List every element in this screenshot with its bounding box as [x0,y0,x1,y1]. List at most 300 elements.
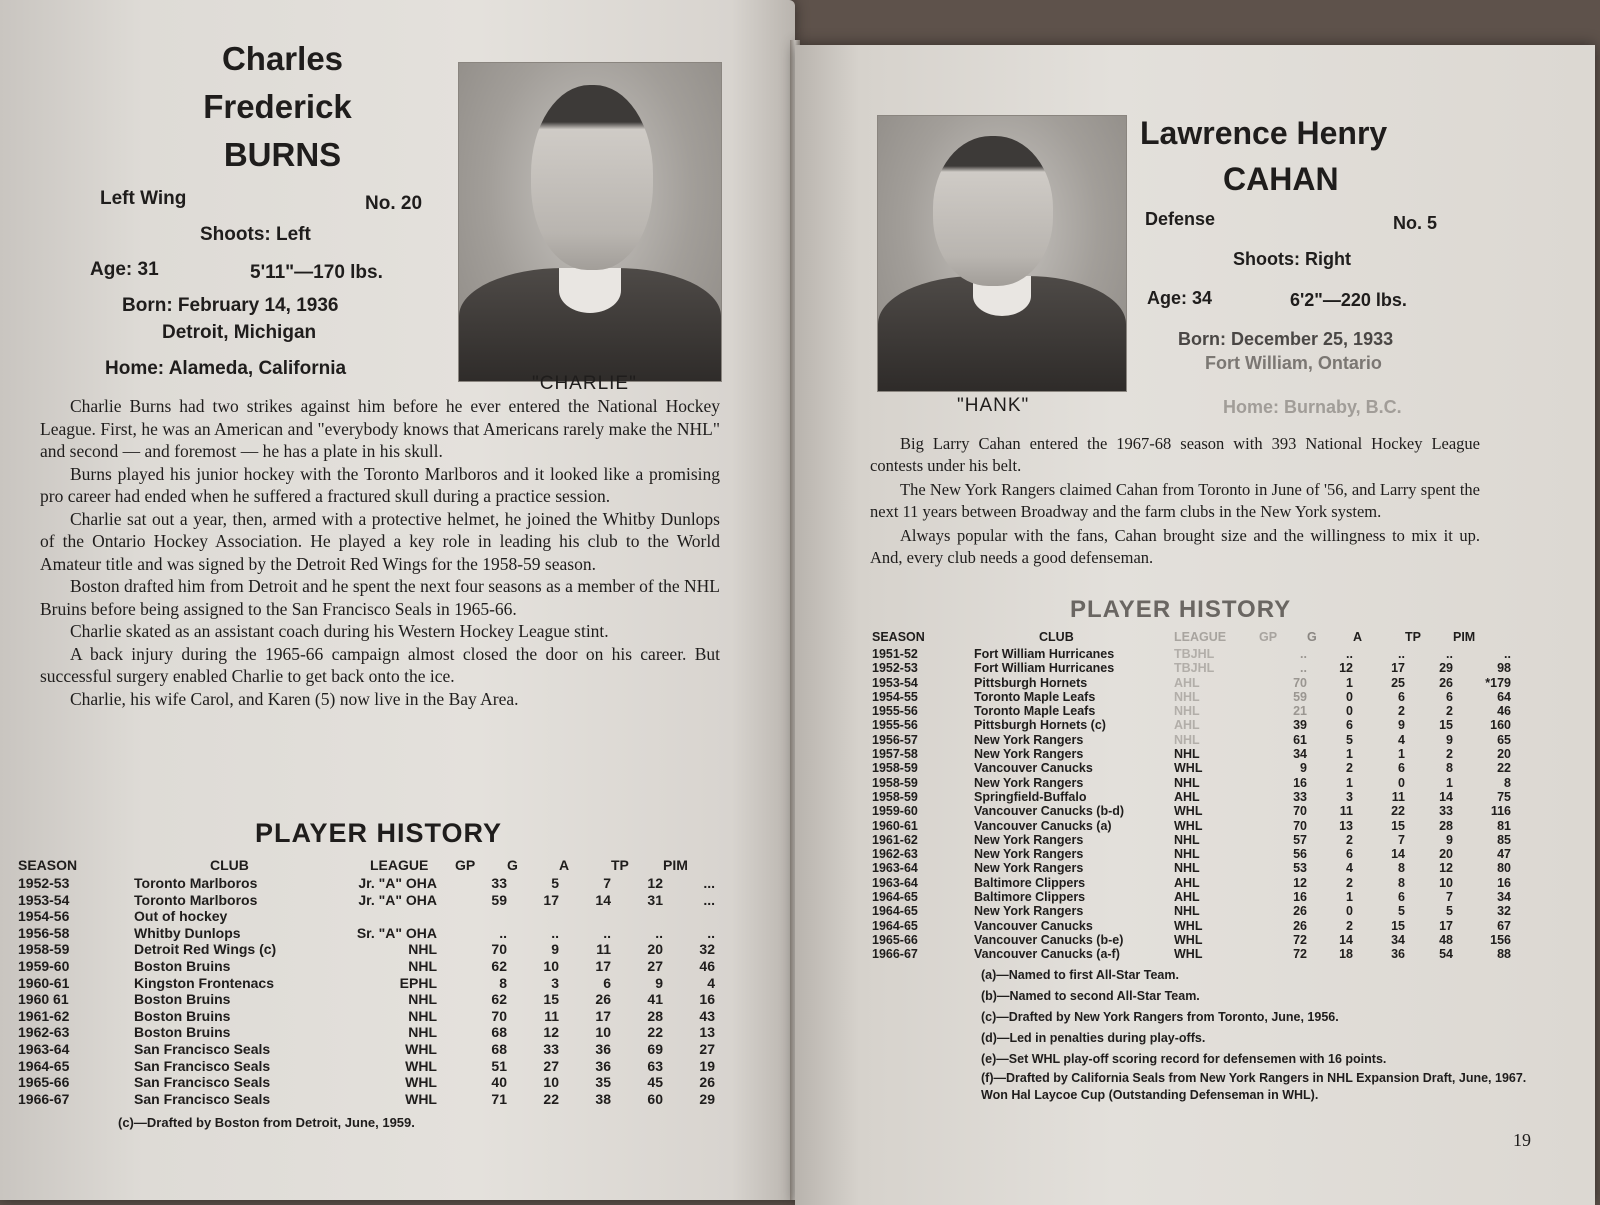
cell-g: 1 [1346,747,1353,762]
cell-tp: 33 [1439,804,1453,819]
player-last-name: CAHAN [1223,161,1339,197]
cell-a: 8 [1398,875,1405,890]
cell-pim: 67 [1497,918,1511,933]
cell-season: 1952-53 [18,875,70,891]
table-row [18,1008,715,1025]
cell-pim: 43 [699,1007,715,1024]
cell-g: 5 [551,875,559,891]
table-row [18,941,715,958]
cell-a: 38 [595,1090,611,1107]
player-bio [40,395,720,710]
cell-tp: 9 [1446,732,1453,747]
table-row [18,1074,715,1091]
header-g: G [507,857,518,873]
cell-g: 6 [1346,847,1353,862]
cell-season: 1952-53 [872,661,918,676]
cell-a: 4 [1398,732,1405,747]
cell-a: 8 [1398,861,1405,876]
footnote: (d)—Led in penalties during play-offs. [981,1031,1206,1045]
cell-gp: 51 [491,1057,507,1074]
cell-gp: 16 [1293,890,1307,905]
footnote: (f)—Drafted by California Seals from New York Rangers in NHL Expansion Draft, June, 1967. Won Hal Laycoe Cup (Outstanding Defenseman in WHL). [981,1071,1527,1102]
cell-club: Baltimore Clippers [974,875,1086,890]
cell-a: 14 [1391,847,1405,862]
cell-season: 1951-52 [872,647,918,661]
cell-g: 12 [1339,661,1353,676]
player-nickname: "CHARLIE" [532,373,637,394]
cell-season: 1960-61 [18,974,70,991]
cell-g: 22 [543,1090,559,1107]
cell-season: 1966-67 [872,947,918,962]
cell-league [325,908,455,925]
cell-pim: 27 [699,1040,715,1057]
cell-a: 10 [595,1024,611,1041]
cell-gp: 59 [1293,689,1307,704]
cell-club: San Francisco Seals [134,1057,271,1074]
cell-gp: 39 [1293,718,1307,733]
cell-a: 34 [1391,932,1405,947]
cell-pim: 32 [699,941,715,958]
cell-club: Detroit Red Wings (c) [134,941,277,958]
footnote: (c)—Drafted by Boston from Detroit, June, 1959. [118,1115,415,1130]
cell-pim: .. [707,924,715,941]
cell-tp: 15 [1439,718,1453,733]
cell-gp: 9 [1300,761,1307,776]
cell-gp: 26 [1293,918,1307,933]
bio-paragraph: The New York Rangers claimed Cahan from Toronto in June of '56, and Larry spent the next 11 years between Broadway and the farm clubs in the New York system. [870,480,1480,521]
player-birthplace: Detroit, Michigan [162,322,317,343]
cell-g: 2 [1346,875,1353,890]
footnote: (b)—Named to second All-Star Team. [981,989,1200,1003]
cell-pim: 4 [707,974,715,991]
player-photo [458,62,722,382]
cell-tp: 48 [1439,932,1453,947]
cell-league: NHL [408,1007,437,1024]
cell-pim: 64 [1497,689,1511,704]
cell-tp: 8 [1446,761,1453,776]
cell-g: 1 [1346,675,1353,690]
header-g: G [1307,630,1317,644]
player-photo [877,115,1127,392]
cell-gp: 70 [491,941,507,958]
cell-gp: 70 [491,1007,507,1024]
cell-gp: 72 [1293,947,1307,962]
cell-league: NHL [1174,732,1200,747]
cell-club: New York Rangers [974,732,1084,747]
cell-pim: 88 [1497,947,1511,962]
cell-gp: 56 [1293,847,1307,862]
cell-league: WHL [1174,804,1203,819]
cell-pim: 85 [1497,832,1511,847]
footnote: (c)—Drafted by New York Rangers from Toronto, June, 1956. [981,1010,1339,1024]
cell-pim: 16 [1497,875,1511,890]
header-pim: PIM [1453,630,1476,644]
cell-gp: 16 [1293,775,1307,790]
cell-season: 1962-63 [872,847,918,862]
cell-tp: .. [655,924,663,941]
cell-club: Boston Bruins [134,991,231,1008]
cell-pim: ... [703,875,715,891]
cell-league: NHL [1174,704,1200,719]
cell-league: NHL [408,1024,437,1041]
table-row [872,704,1511,718]
cell-a: 1 [1398,747,1405,762]
table-row [18,975,715,992]
cell-gp [455,908,507,925]
cell-pim: 46 [699,957,715,974]
cell-season: 1959-60 [18,957,70,974]
cell-tp: 9 [1446,832,1453,847]
cell-league: WHL [405,1074,437,1091]
cell-tp: 31 [647,891,663,908]
cell-a: 17 [595,957,611,974]
cell-g: 17 [543,891,559,908]
cell-g [507,908,559,925]
player-born: Born: February 14, 1936 [122,295,339,316]
table-row [872,647,1511,661]
cell-gp: 68 [491,1040,507,1057]
header-pim: PIM [663,857,688,873]
cell-season: 1959-60 [872,804,918,819]
cell-tp: 9 [655,974,663,991]
cell-a: 6 [603,974,611,991]
cell-pim: 116 [1490,804,1511,819]
table-row [872,790,1511,804]
cell-a: 35 [595,1074,611,1091]
cell-a: 15 [1391,918,1405,933]
cell-league: WHL [1174,818,1203,833]
table-row [18,1024,715,1041]
cell-league: WHL [1174,932,1203,947]
cell-g: 6 [1346,718,1353,733]
bio-paragraph: Big Larry Cahan entered the 1967-68 season with 393 National Hockey League contests under his belt. [870,434,1480,475]
table-row [872,947,1511,961]
cell-g: 14 [1339,932,1353,947]
header-club: CLUB [210,857,249,873]
cell-season: 1958-59 [872,761,918,776]
cell-a: 26 [595,991,611,1008]
cell-league: TBJHL [1174,661,1215,676]
cell-a: 36 [595,1040,611,1057]
table-row [872,776,1511,790]
cell-league: NHL [1174,904,1200,919]
head-shape [933,136,1053,286]
cell-gp: 70 [1293,804,1307,819]
player-shoots: Shoots: Left [200,224,311,245]
bio-paragraph: Charlie, his wife Carol, and Karen (5) now live in the Bay Area. [70,688,519,709]
player-number: No. 5 [1393,213,1438,233]
cell-league: WHL [405,1057,437,1074]
cell-tp: 22 [647,1024,663,1041]
bio-paragraph: Charlie Burns had two strikes against him before he ever entered the National Hockey League. First, he was an American and "everybody knows that Americans rarely make the NHL" and second — and foremost — he has a plate in his skull. [40,396,720,461]
cell-pim: 20 [1497,747,1511,762]
cell-a: 11 [596,941,611,958]
cell-season: 1964-65 [872,904,918,919]
cell-tp: 28 [1439,818,1453,833]
cell-pim: 26 [699,1074,715,1091]
cell-club: Fort William Hurricanes [974,647,1115,661]
cell-g: 3 [1346,789,1353,804]
header-league: LEAGUE [1174,630,1227,644]
cell-pim: 22 [1497,761,1511,776]
player-history-title: PLAYER HISTORY [255,818,503,848]
cell-tp: 12 [647,875,663,891]
cell-season: 1956-57 [872,732,918,747]
cell-a: .. [603,924,611,941]
player-history-table [18,855,715,1107]
cell-season: 1960-61 [872,818,918,833]
cell-a: .. [1398,647,1405,661]
table-row [872,847,1511,861]
cell-pim [663,908,715,925]
cell-tp: 60 [647,1090,663,1107]
cell-league: WHL [1174,761,1203,776]
table-row [18,1058,715,1075]
cell-league: TBJHL [1174,647,1215,661]
cell-club: Springfield-Buffalo [974,789,1087,804]
cell-tp: 28 [647,1007,663,1024]
cell-league: AHL [1174,789,1200,804]
cell-league: AHL [1174,675,1200,690]
cell-gp: 59 [491,891,507,908]
cell-tp: 20 [647,941,663,958]
player-home: Home: Burnaby, B.C. [1223,397,1402,417]
cell-pim: 75 [1497,789,1511,804]
cell-gp: 71 [491,1090,507,1107]
footnote: (e)—Set WHL play-off scoring record for defensemen with 16 points. [981,1052,1387,1066]
cell-a: 17 [595,1007,611,1024]
player-number: No. 20 [365,193,423,214]
cell-gp: 33 [1293,789,1307,804]
cell-club: Vancouver Canucks [974,761,1093,776]
cell-tp: 29 [1439,661,1453,676]
cell-season: 1963-64 [872,875,918,890]
player-bio [870,433,1480,568]
table-header-row [18,855,715,875]
cell-league: NHL [408,941,437,958]
cell-club: Out of hockey [134,908,228,925]
cell-club: Vancouver Canucks (a-f) [974,947,1120,962]
cell-tp: 2 [1446,747,1453,762]
player-shoots: Shoots: Right [1233,249,1351,269]
cell-pim: 156 [1490,932,1511,947]
cell-tp [611,908,663,925]
cell-season: 1956-58 [18,924,70,941]
page-number: 19 [1513,1130,1531,1150]
cell-season: 1961-62 [18,1007,70,1024]
header-tp: TP [611,857,629,873]
cell-league: WHL [1174,918,1203,933]
cell-g: .. [1346,647,1353,661]
footnote: (a)—Named to first All-Star Team. [981,968,1179,982]
cell-club: Vancouver Canucks (b-e) [974,932,1124,947]
cell-pim: 19 [699,1057,715,1074]
cell-club: Toronto Marlboros [134,875,258,891]
cell-pim: 65 [1497,732,1511,747]
cell-a: 6 [1398,761,1405,776]
cell-a: 14 [595,891,611,908]
cell-season: 1960 61 [18,991,69,1008]
cell-league: EPHL [399,974,437,991]
cell-league: Sr. "A" OHA [356,924,437,941]
player-size: 5'11"—170 lbs. [250,262,383,283]
cell-league: NHL [1174,775,1200,790]
header-league: LEAGUE [370,857,429,873]
cell-tp: 10 [1439,875,1453,890]
cell-club: San Francisco Seals [134,1090,271,1107]
cell-g: 2 [1346,918,1353,933]
cell-league: NHL [1174,861,1200,876]
cell-gp: 21 [1293,704,1307,719]
player-size: 6'2"—220 lbs. [1290,290,1407,310]
cell-gp: 57 [1293,832,1307,847]
cell-g: 12 [543,1024,559,1041]
cell-club: Vancouver Canucks (b-d) [974,804,1125,819]
header-gp: GP [1259,630,1278,644]
header-season: SEASON [18,857,78,873]
cell-g: 0 [1346,704,1353,719]
cell-tp: 14 [1439,789,1453,804]
cell-gp: .. [1300,661,1307,676]
cell-club: Whitby Dunlops [134,924,241,941]
table-row [872,819,1511,833]
table-row [18,991,715,1008]
table-row [872,747,1511,761]
cell-g: 2 [1346,832,1353,847]
cell-club: Toronto Marlboros [134,891,258,908]
cell-season: 1965-66 [18,1074,70,1091]
table-row [872,733,1511,747]
header-tp: TP [1405,630,1421,644]
bio-paragraph: Charlie sat out a year, then, armed with a protective helmet, he joined the Whitby Dunlops of the Ontario Hockey Association. He played a key role in leading his club to the World Amateur title and was signed by the Detroit Red Wings for the 1958-59 season. [40,508,720,574]
cell-pim: 160 [1490,718,1511,733]
cell-season: 1964-65 [872,918,918,933]
cell-a: 7 [603,875,611,891]
table-row [872,718,1511,732]
cell-club: Toronto Maple Leafs [974,704,1096,719]
cell-club: San Francisco Seals [134,1074,271,1091]
table-row [18,925,715,942]
cell-a: 5 [1398,904,1405,919]
cell-club: Baltimore Clippers [974,890,1086,905]
footnotes [981,965,1541,1104]
header-a: A [1353,630,1363,644]
cell-season: 1958-59 [18,941,70,958]
cell-league: NHL [1174,832,1200,847]
cell-tp: 20 [1439,847,1453,862]
cell-tp: 7 [1446,890,1453,905]
cell-g: 5 [1346,732,1353,747]
cell-tp: 54 [1439,947,1453,962]
table-row [872,676,1511,690]
table-header-row [872,627,1511,647]
bio-paragraph: Burns played his junior hockey with the Toronto Marlboros and it looked like a promising pro career had ended when he suffered a fractured skull during a practice session. [40,463,720,506]
cell-gp: 62 [491,991,507,1008]
table-row [18,958,715,975]
cell-league: NHL [1174,747,1200,762]
cell-g: 0 [1346,689,1353,704]
table-row [872,919,1511,933]
cell-g: 18 [1339,947,1353,962]
cell-g: 9 [551,941,559,958]
player-position: Defense [1145,209,1216,229]
cell-club: Kingston Frontenacs [134,974,275,991]
cell-a: 17 [1391,661,1405,676]
cell-a: 36 [1391,947,1405,962]
table-row [18,1091,715,1108]
cell-pim: 98 [1497,661,1511,676]
player-home: Home: Alameda, California [105,358,347,379]
cell-league: AHL [1174,890,1200,905]
cell-tp: .. [1446,647,1453,661]
cell-tp: 69 [647,1040,663,1057]
cell-club: New York Rangers [974,832,1084,847]
player-age: Age: 34 [1147,288,1213,308]
player-birthplace: Fort William, Ontario [1205,353,1382,373]
header-club: CLUB [1039,630,1074,644]
cell-club: Boston Bruins [134,957,231,974]
cell-g: 11 [544,1007,559,1024]
header-season: SEASON [872,630,925,644]
cell-gp: 8 [499,974,507,991]
cell-club: New York Rangers [974,847,1084,862]
cell-season: 1965-66 [872,932,918,947]
table-row [872,661,1511,675]
cell-gp: 53 [1293,861,1307,876]
cell-season: 1953-54 [18,891,70,908]
player-first-names: Lawrence Henry [1140,115,1388,151]
cell-season: 1953-54 [872,675,918,690]
head-shape [531,85,653,270]
cell-club: Toronto Maple Leafs [974,689,1096,704]
cell-season: 1954-56 [18,908,70,925]
player-nickname: "HANK" [957,395,1030,416]
cell-season: 1963-64 [872,861,918,876]
cell-pim: 47 [1497,847,1511,862]
cell-a: 9 [1398,718,1405,733]
cell-season: 1964-65 [18,1057,70,1074]
cell-pim: ... [703,891,715,908]
player-history-table [872,627,1511,962]
cell-gp: 72 [1293,932,1307,947]
table-row [872,690,1511,704]
cell-a: 7 [1398,832,1405,847]
cell-gp: 61 [1293,732,1307,747]
table-row [872,933,1511,947]
cell-tp: 41 [647,991,663,1008]
player-history-title: PLAYER HISTORY [1070,596,1292,623]
player-born: Born: December 25, 1933 [1178,329,1394,349]
table-row [872,804,1511,818]
cell-league: Jr. "A" OHA [358,891,437,908]
left-page [0,0,795,1200]
cell-tp: 2 [1446,704,1453,719]
cell-club: Boston Bruins [134,1007,231,1024]
cell-tp: 45 [647,1074,663,1091]
player-middle-name: Frederick [203,88,352,125]
cell-gp: .. [499,924,507,941]
cell-g: 33 [543,1040,559,1057]
cell-g: 0 [1346,904,1353,919]
cell-season: 1955-56 [872,718,918,733]
cell-a [559,908,611,925]
cell-gp: 26 [1293,904,1307,919]
cell-club: New York Rangers [974,775,1084,790]
cell-season: 1958-59 [872,775,918,790]
cell-club: Pittsburgh Hornets [974,675,1088,690]
cell-tp: 26 [1439,675,1453,690]
bio-paragraph: Boston drafted him from Detroit and he spent the next four seasons as a member of the NHL Bruins before being assigned to the San Francisco Seals in 1965-66. [40,576,720,619]
